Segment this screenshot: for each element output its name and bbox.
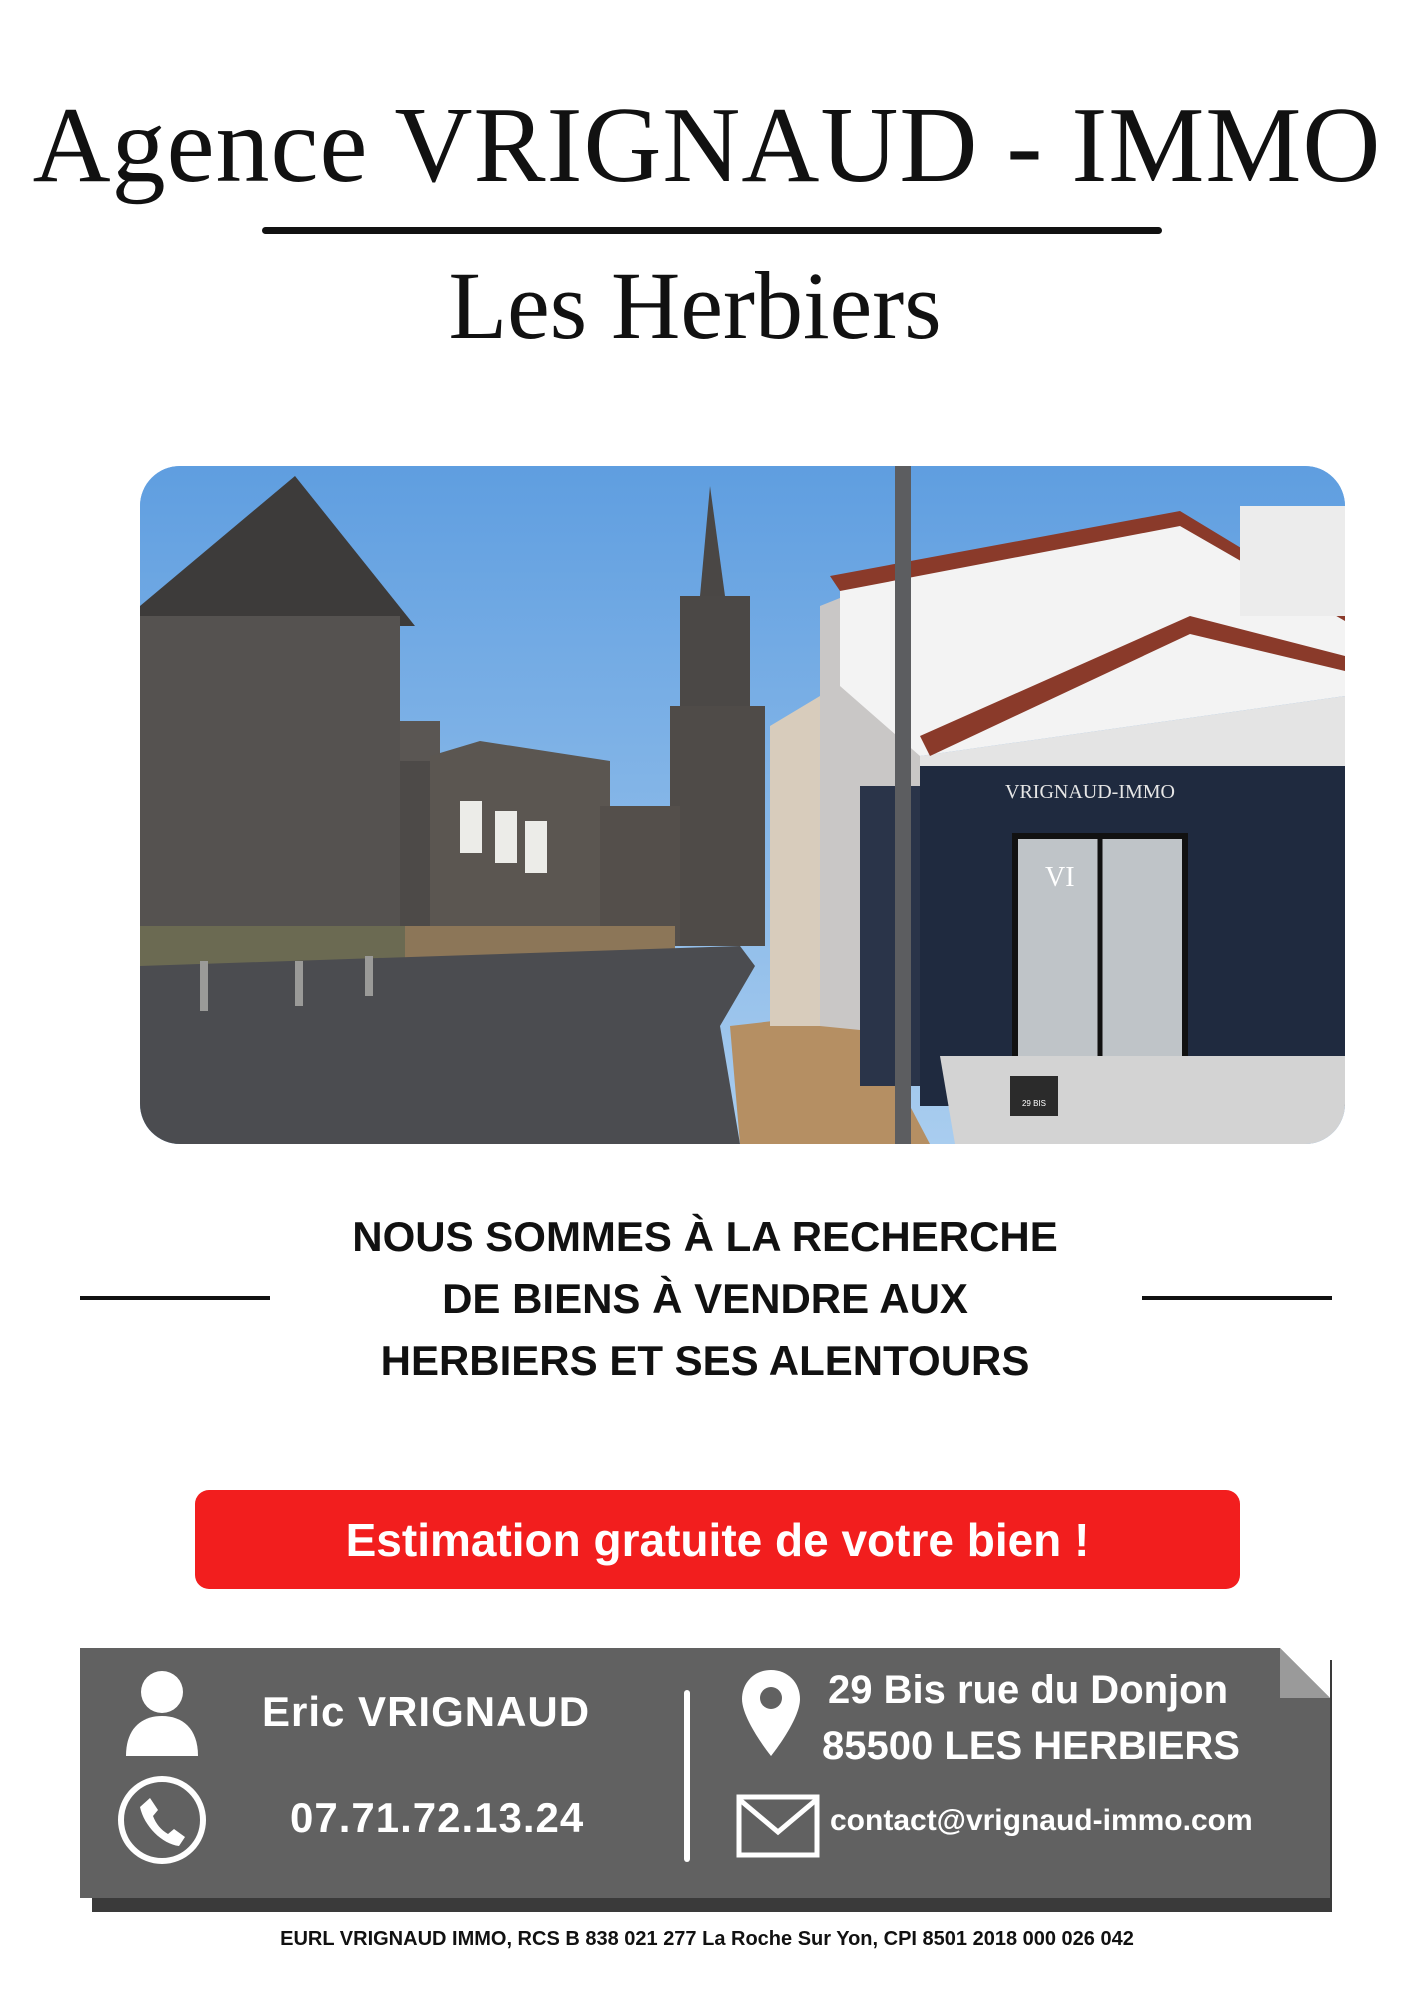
free-estimate-button[interactable]: Estimation gratuite de votre bien ! [195,1490,1240,1589]
contact-email-link[interactable]: contact@vrignaud-immo.com [830,1804,1253,1837]
headline-rule-right [1142,1296,1332,1300]
headline-line-3: HERBIERS ET SES ALENTOURS [380,1337,1030,1384]
page-title: Agence VRIGNAUD - IMMO [32,86,1382,205]
headline-line-2: DE BIENS À VENDRE AUX [442,1275,968,1322]
legal-footer: EURL VRIGNAUD IMMO, RCS B 838 021 277 La Roche Sur Yon, CPI 8501 2018 000 026 042 [280,1928,1134,1950]
door-monogram: VI [1045,862,1075,893]
mailbox-number: 29 BIS [1021,1099,1047,1108]
title-underline [262,227,1162,234]
address-line-2: 85500 LES HERBIERS [822,1724,1240,1768]
person-icon [122,1668,202,1758]
page-subtitle: Les Herbiers [448,252,942,359]
phone-icon [116,1774,208,1866]
address-line-1: 29 Bis rue du Donjon [828,1668,1229,1712]
search-headline [270,1206,1140,1392]
headline-rule-left [80,1296,270,1300]
location-pin-icon [740,1668,802,1758]
contact-divider [684,1690,690,1862]
headline-line-1: NOUS SOMMES À LA RECHERCHE [352,1213,1058,1260]
agent-name: Eric VRIGNAUD [262,1688,591,1735]
mail-icon [736,1794,820,1858]
agent-phone[interactable]: 07.71.72.13.24 [290,1794,585,1841]
storefront-sign: VRIGNAUD-IMMO [1005,781,1175,803]
agency-storefront-photo [140,466,1345,1144]
